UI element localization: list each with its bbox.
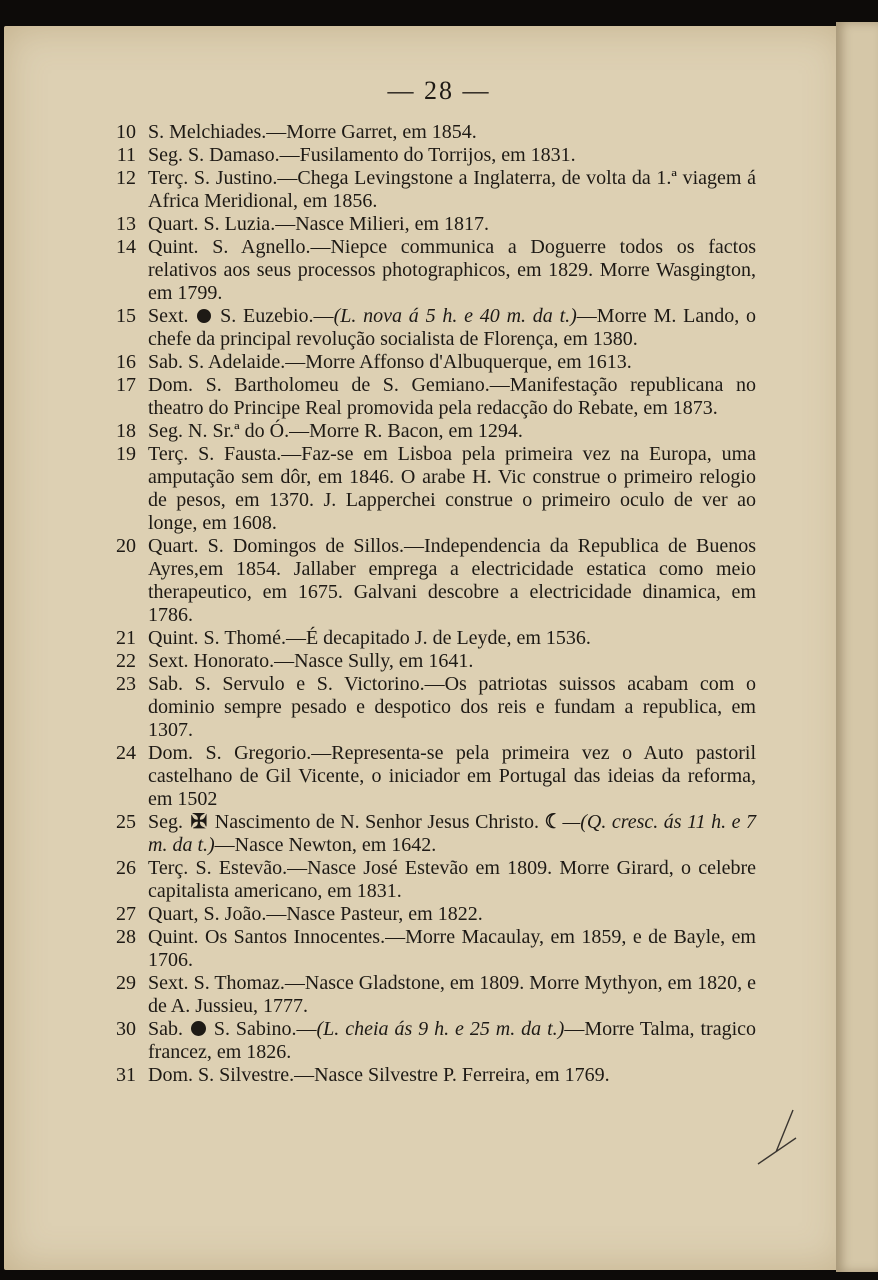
entry-text: Quart. S. Luzia.—Nasce Milieri, em 1817. [148,213,490,235]
entry-30 [106,1018,756,1064]
entry-saint: S. Sabino.— [213,1018,317,1040]
entry-event: —Nasce Newton, em 1642. [214,834,437,856]
facing-page-edge [836,22,878,1272]
entry-text: S. Melchiades.—Morre Garret, em 1854. [148,121,477,143]
entry-moon-phase: (L. cheia ás 9 h. e 25 m. da t.) [316,1018,565,1040]
entry-text: Terç. S. Fausta.—Faz-se em Lisboa pela primeira vez na Europa, uma amputação sem dôr, em 1846. O arabe H. Vic construe o primeiro relogio de pesos, em 1370. J. Lapperchei construe o primeiro oculo de ver ao longe, em 1608. [148,443,756,534]
entry-text [148,305,756,350]
entry-text: Terç. S. Estevão.—Nasce José Estevão em 1809. Morre Girard, o celebre capitalista americano, em 1831. [148,857,756,902]
entry-day: 28 [116,926,136,948]
entry-day: 10 [116,121,136,143]
entry-text [148,811,756,856]
new-moon-icon [197,309,211,323]
entry-day: 27 [116,903,136,925]
entry-day: 15 [116,305,136,327]
entry-25 [106,811,756,857]
entry-16 [106,351,756,374]
entry-text: Seg. N. Sr.ª do Ó.—Morre R. Bacon, em 1294. [148,420,523,442]
entry-text [148,1018,756,1063]
entry-text: Dom. S. Gregorio.—Representa-se pela primeira vez o Auto pastoril castelhano de Gil Vicente, o iniciador em Portugal das ideias da reforma, em 1502 [148,742,756,810]
entry-day: 16 [116,351,136,373]
entry-19 [106,443,756,535]
entry-day: 13 [116,213,136,235]
entry-day: 30 [116,1018,136,1040]
entry-day: 21 [116,627,136,649]
entry-22 [106,650,756,673]
entry-13 [106,213,756,236]
entry-event: —Morre Talma, tragico francez, em 1826. [148,1018,757,1063]
entry-day: 23 [116,673,136,695]
entry-31 [106,1064,756,1087]
entry-event: —Morre M. Lando, o chefe da principal revolução socialista de Florença, em 1380. [148,305,756,350]
entry-day: 20 [116,535,136,557]
entry-18 [106,420,756,443]
page-number: — 28 — [387,76,491,105]
entry-text: Terç. S. Justino.—Chega Levingstone a Inglaterra, de volta da 1.ª viagem á Africa Meridional, em 1856. [148,167,756,212]
entry-day: 29 [116,972,136,994]
entry-day: 18 [116,420,136,442]
entry-26 [106,857,756,903]
cross-icon: ✠ [190,811,208,833]
entry-21 [106,627,756,650]
entry-17 [106,374,756,420]
entry-day: 19 [116,443,136,465]
entry-text: Quint. Os Santos Innocentes.—Morre Macaulay, em 1859, e de Bayle, em 1706. [148,926,756,971]
entry-day: 31 [116,1064,136,1086]
entry-weekday: Sab. [148,1018,183,1040]
entry-day: 22 [116,650,136,672]
entry-day: 12 [116,167,136,189]
entry-text: Sext. Honorato.—Nasce Sully, em 1641. [148,650,474,672]
entry-day: 17 [116,374,136,396]
entry-day: 24 [116,742,136,764]
entry-15 [106,305,756,351]
entry-day: 25 [116,811,136,833]
entry-10 [106,121,756,144]
entry-28 [106,926,756,972]
entry-moon-phase: (L. nova á 5 h. e 40 m. da t.) [333,305,577,327]
entry-12 [106,167,756,213]
entry-text: Quart. S. Domingos de Sillos.—Independencia da Republica de Buenos Ayres,em 1854. Jallaber emprega a electricidade estatica como meio therapeutico, em 1675. Galvani descobre a electricidade dinamica, em 1786. [148,535,756,626]
entry-saint: S. Euzebio.— [220,305,334,327]
entry-text: Sext. S. Thomaz.—Nasce Gladstone, em 1809. Morre Mythyon, em 1820, e de A. Jussieu, 1777. [148,972,756,1017]
entry-24 [106,742,756,811]
entry-weekday: Sext. [148,305,189,327]
entry-29 [106,972,756,1018]
entry-27 [106,903,756,926]
entry-text: Quart, S. João.—Nasce Pasteur, em 1822. [148,903,483,925]
entry-23 [106,673,756,742]
entry-text: Quint. S. Thomé.—É decapitado J. de Leyde, em 1536. [148,627,591,649]
crescent-moon-icon: ☾ [544,811,563,833]
entry-text: Sab. S. Adelaide.—Morre Affonso d'Albuquerque, em 1613. [148,351,632,373]
entry-text: Sab. S. Servulo e S. Victorino.—Os patriotas suissos acabam com o dominio sempre pesado e despotico dos reis e fundam a republica, em 1307. [148,673,756,741]
entry-day: 26 [116,857,136,879]
entry-text: Dom. S. Silvestre.—Nasce Silvestre P. Ferreira, em 1769. [148,1064,610,1086]
entry-14 [106,236,756,305]
entry-moon-phase: —(Q. cresc. ás 11 h. e 7 m. da t.) [148,811,757,856]
full-moon-icon [191,1021,206,1036]
entry-20 [106,535,756,627]
calendar-entries [106,121,756,1087]
pencil-mark [748,1108,798,1168]
entry-text: Quint. S. Agnello.—Niepce communica a Doguerre todos os factos relativos aos seus processos photographicos, em 1829. Morre Wasgington, em 1799. [148,236,756,304]
entry-text: Dom. S. Bartholomeu de S. Gemiano.—Manifestação republicana no theatro do Principe Real promovida pela redacção do Rebate, em 1873. [148,374,756,419]
entry-11 [106,144,756,167]
entry-text: Seg. S. Damaso.—Fusilamento do Torrijos, em 1831. [148,144,576,166]
entry-weekday: Seg. [148,811,183,833]
entry-day: 11 [116,144,136,166]
entry-day: 14 [116,236,136,258]
entry-event: Nascimento de N. Senhor Jesus Christo. [214,811,539,833]
